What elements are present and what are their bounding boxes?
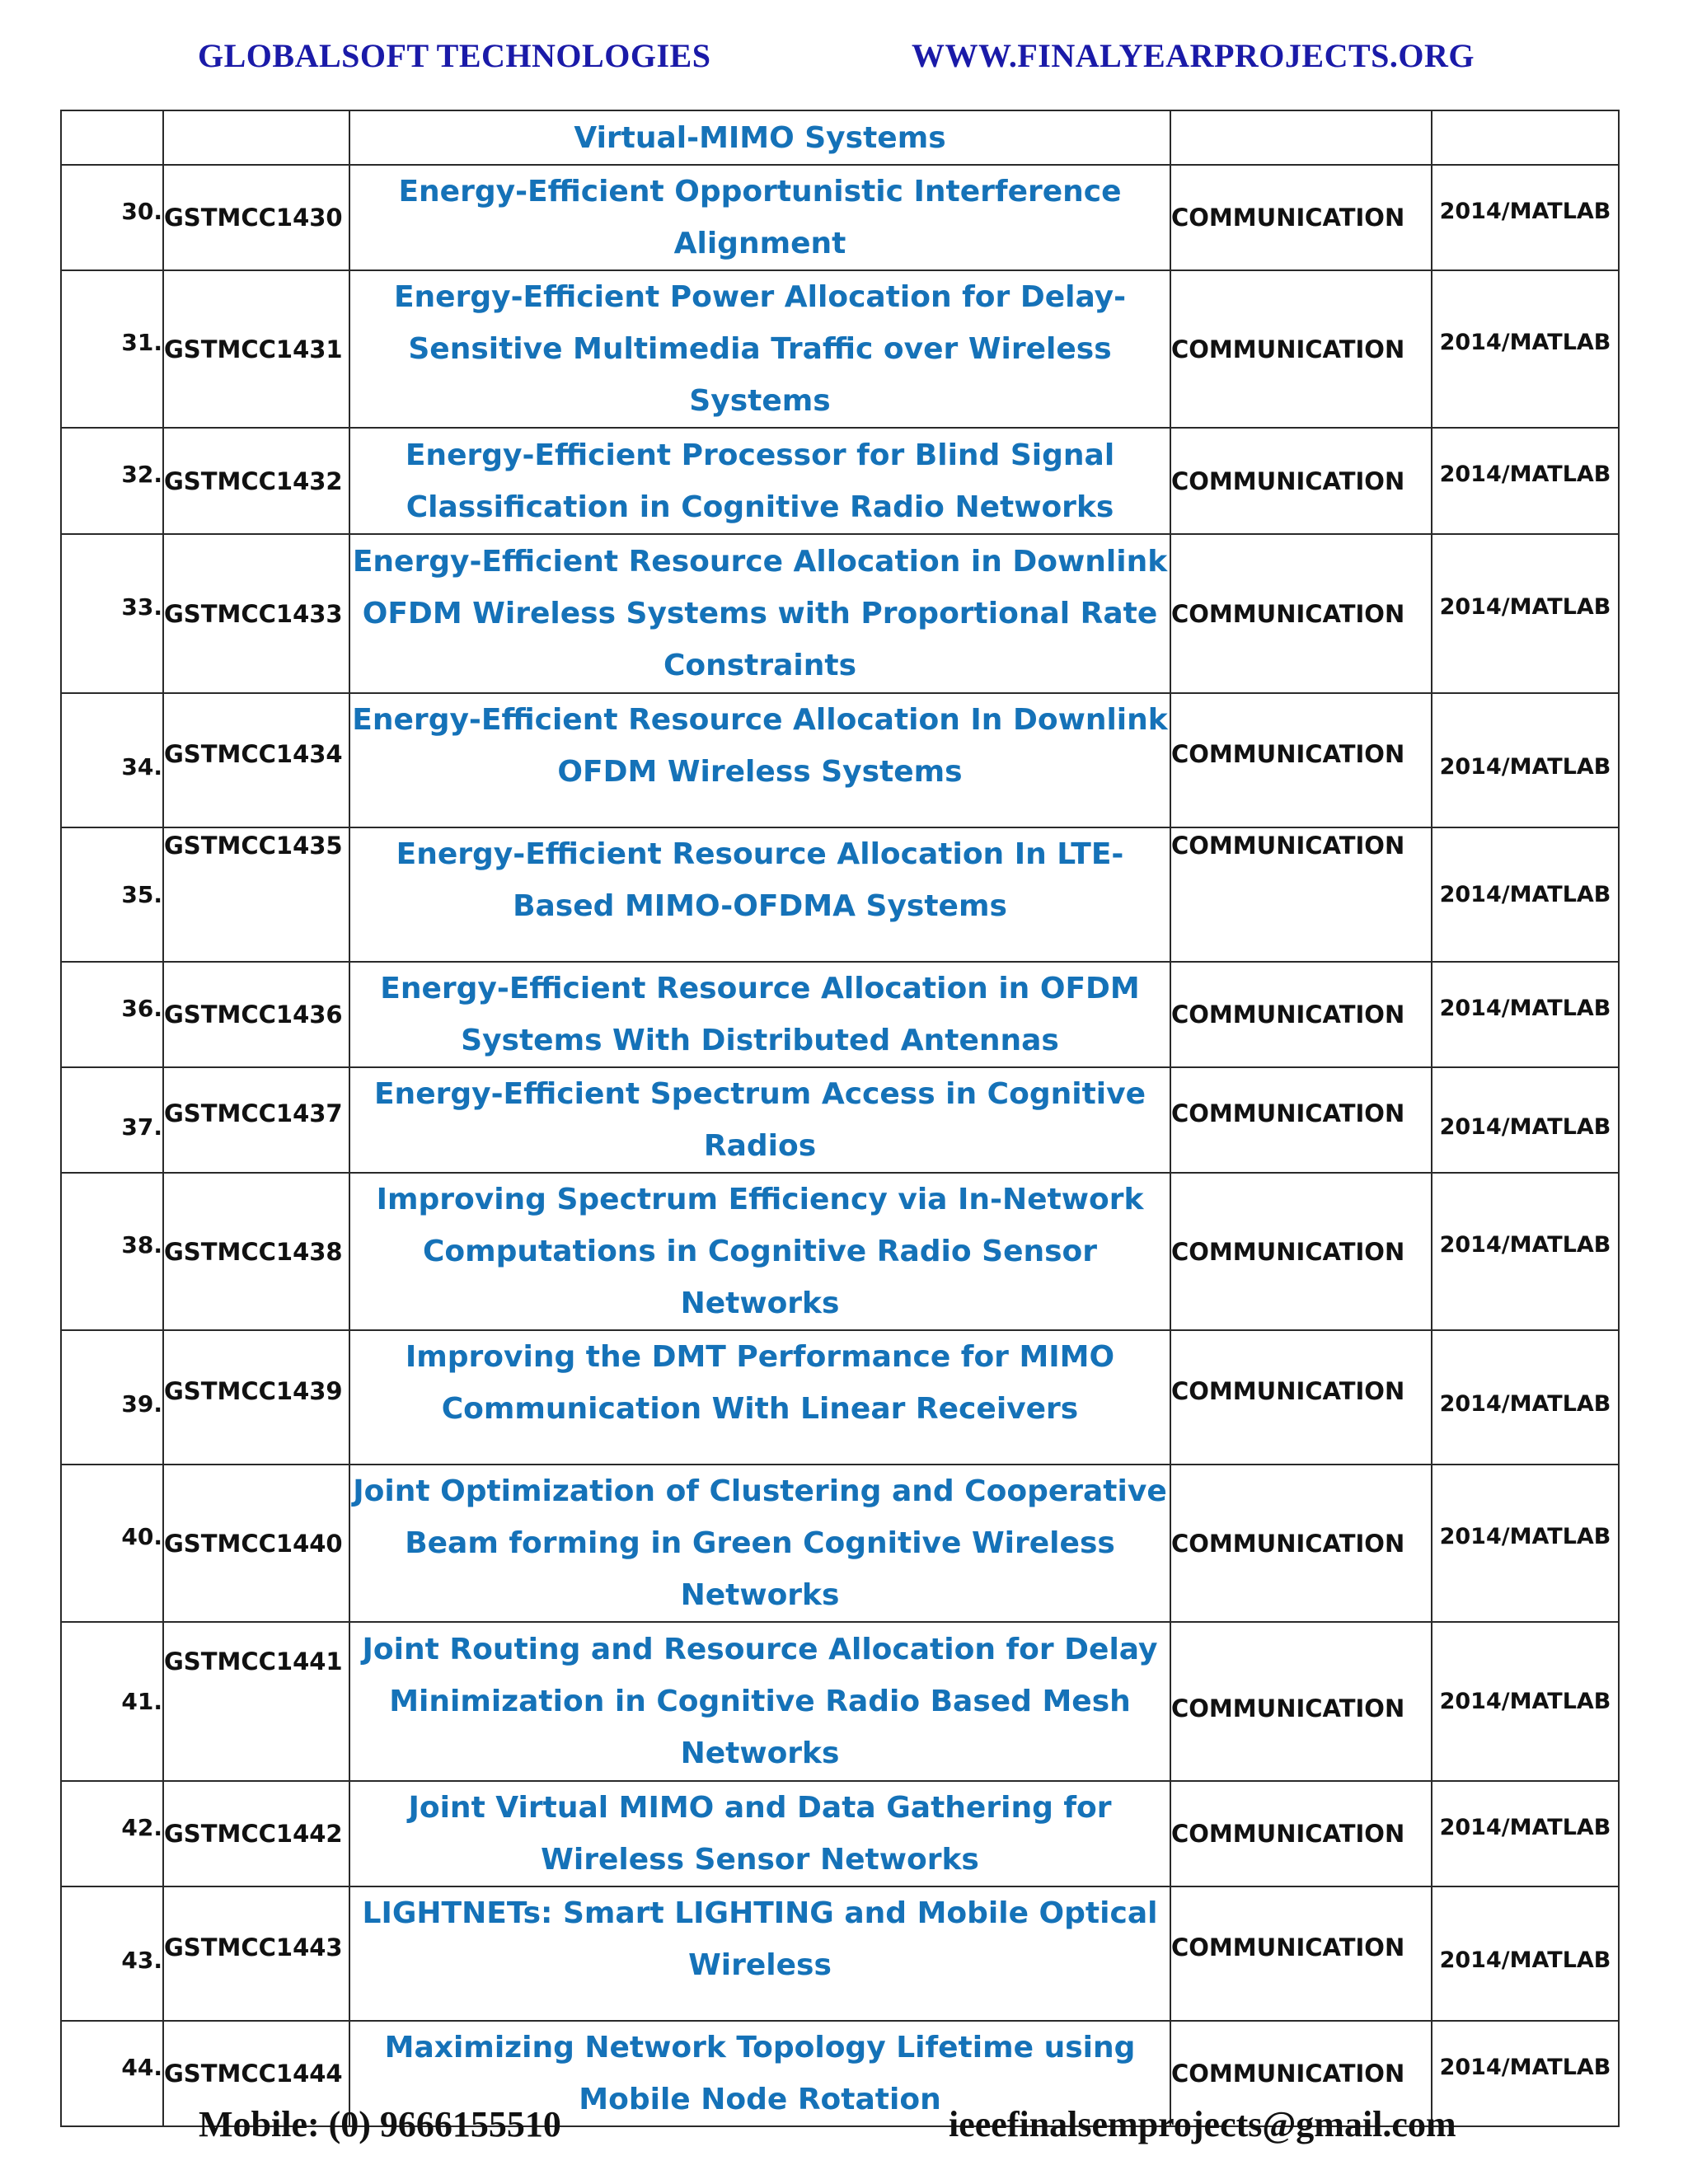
- table-row: [61, 1465, 1619, 1622]
- project-title: Joint Routing and Resource Allocation for Delay Minimization in Cognitive Radio Based Mesh Networks: [349, 1622, 1170, 1781]
- project-code: GSTMCC1440: [163, 1465, 349, 1622]
- project-year: 2014/MATLAB: [1432, 270, 1619, 428]
- project-domain: COMMUNICATION: [1170, 1067, 1432, 1173]
- table-row: [61, 693, 1619, 827]
- table-row: [61, 1173, 1619, 1330]
- table-row-continued: [61, 110, 1619, 165]
- serial-number: 34.: [61, 693, 163, 827]
- project-domain: COMMUNICATION: [1170, 1465, 1432, 1622]
- project-code: GSTMCC1444: [163, 2021, 349, 2126]
- serial-number: 37.: [61, 1067, 163, 1173]
- table-row: [61, 827, 1619, 962]
- project-title: Energy-Efficient Resource Allocation In LTE-Based MIMO-OFDMA Systems: [349, 827, 1170, 962]
- project-code: GSTMCC1434: [163, 693, 349, 827]
- company-website: WWW.FINALYEARPROJECTS.ORG: [912, 37, 1475, 74]
- serial-number: 42.: [61, 1781, 163, 1886]
- project-year: 2014/MATLAB: [1432, 1886, 1619, 2021]
- project-year: 2014/MATLAB: [1432, 428, 1619, 534]
- project-title-continued: Virtual-MIMO Systems: [349, 110, 1170, 165]
- project-title: LIGHTNETs: Smart LIGHTING and Mobile Optical Wireless: [349, 1886, 1170, 2021]
- project-year: 2014/MATLAB: [1432, 165, 1619, 270]
- project-title: Energy-Efficient Opportunistic Interference Alignment: [349, 165, 1170, 270]
- project-domain: COMMUNICATION: [1170, 1330, 1432, 1465]
- contact-email: ieeefinalsemprojects@gmail.com: [949, 2104, 1456, 2144]
- serial-number: 31.: [61, 270, 163, 428]
- project-domain: COMMUNICATION: [1170, 165, 1432, 270]
- project-code: GSTMCC1439: [163, 1330, 349, 1465]
- project-title: Energy-Efficient Resource Allocation in OFDM Systems With Distributed Antennas: [349, 962, 1170, 1067]
- project-title: Improving Spectrum Efficiency via In-Network Computations in Cognitive Radio Sensor Networks: [349, 1173, 1170, 1330]
- project-domain: COMMUNICATION: [1170, 1781, 1432, 1886]
- project-title: Energy-Efficient Spectrum Access in Cognitive Radios: [349, 1067, 1170, 1173]
- table-row: [61, 1781, 1619, 1886]
- table-cell-empty: [61, 110, 163, 165]
- project-domain: COMMUNICATION: [1170, 827, 1432, 962]
- table-cell-empty: [1170, 110, 1432, 165]
- serial-number: 41.: [61, 1622, 163, 1781]
- table-cell-empty: [163, 110, 349, 165]
- project-title: Maximizing Network Topology Lifetime using Mobile Node Rotation: [349, 2021, 1170, 2126]
- serial-number: 36.: [61, 962, 163, 1067]
- serial-number: 38.: [61, 1173, 163, 1330]
- project-code: GSTMCC1441: [163, 1622, 349, 1781]
- serial-number: 33.: [61, 534, 163, 693]
- page-header: [0, 33, 1688, 82]
- project-domain: COMMUNICATION: [1170, 962, 1432, 1067]
- project-code: GSTMCC1442: [163, 1781, 349, 1886]
- page-footer: [0, 2103, 1688, 2153]
- project-code: GSTMCC1433: [163, 534, 349, 693]
- project-code: GSTMCC1438: [163, 1173, 349, 1330]
- project-code: GSTMCC1436: [163, 962, 349, 1067]
- project-domain: COMMUNICATION: [1170, 1173, 1432, 1330]
- project-year: 2014/MATLAB: [1432, 534, 1619, 693]
- project-domain: COMMUNICATION: [1170, 1622, 1432, 1781]
- project-title: Energy-Efficient Power Allocation for Delay-Sensitive Multimedia Traffic over Wireless Systems: [349, 270, 1170, 428]
- project-code: GSTMCC1437: [163, 1067, 349, 1173]
- project-code: GSTMCC1435: [163, 827, 349, 962]
- project-year: 2014/MATLAB: [1432, 693, 1619, 827]
- table-row: [61, 962, 1619, 1067]
- project-year: 2014/MATLAB: [1432, 1330, 1619, 1465]
- table-row: [61, 534, 1619, 693]
- table-row: [61, 428, 1619, 534]
- table-row: [61, 1622, 1619, 1781]
- table-row: [61, 1886, 1619, 2021]
- table-row: [61, 165, 1619, 270]
- project-code: GSTMCC1432: [163, 428, 349, 534]
- project-year: 2014/MATLAB: [1432, 827, 1619, 962]
- project-domain: COMMUNICATION: [1170, 270, 1432, 428]
- serial-number: 43.: [61, 1886, 163, 2021]
- serial-number: 44.: [61, 2021, 163, 2126]
- project-title: Joint Virtual MIMO and Data Gathering for Wireless Sensor Networks: [349, 1781, 1170, 1886]
- project-title: Energy-Efficient Processor for Blind Signal Classification in Cognitive Radio Networks: [349, 428, 1170, 534]
- serial-number: 39.: [61, 1330, 163, 1465]
- table-row: [61, 270, 1619, 428]
- project-year: 2014/MATLAB: [1432, 2021, 1619, 2126]
- project-year: 2014/MATLAB: [1432, 1622, 1619, 1781]
- project-year: 2014/MATLAB: [1432, 1465, 1619, 1622]
- serial-number: 32.: [61, 428, 163, 534]
- serial-number: 30.: [61, 165, 163, 270]
- project-title: Improving the DMT Performance for MIMO Communication With Linear Receivers: [349, 1330, 1170, 1465]
- table-row: [61, 1067, 1619, 1173]
- table-cell-empty: [1432, 110, 1619, 165]
- project-year: 2014/MATLAB: [1432, 1781, 1619, 1886]
- project-year: 2014/MATLAB: [1432, 962, 1619, 1067]
- table-row: [61, 1330, 1619, 1465]
- project-title: Energy-Efficient Resource Allocation in Downlink OFDM Wireless Systems with Proportional Rate Constraints: [349, 534, 1170, 693]
- project-code: GSTMCC1443: [163, 1886, 349, 2021]
- company-name: GLOBALSOFT TECHNOLOGIES: [198, 37, 711, 74]
- project-code: GSTMCC1431: [163, 270, 349, 428]
- project-title: Energy-Efficient Resource Allocation In Downlink OFDM Wireless Systems: [349, 693, 1170, 827]
- project-domain: COMMUNICATION: [1170, 534, 1432, 693]
- project-year: 2014/MATLAB: [1432, 1067, 1619, 1173]
- serial-number: 35.: [61, 827, 163, 962]
- project-title: Joint Optimization of Clustering and Cooperative Beam forming in Green Cognitive Wireless Networks: [349, 1465, 1170, 1622]
- projects-table: [60, 110, 1620, 2127]
- contact-mobile: Mobile: (0) 9666155510: [199, 2104, 561, 2144]
- project-year: 2014/MATLAB: [1432, 1173, 1619, 1330]
- project-domain: COMMUNICATION: [1170, 693, 1432, 827]
- project-domain: COMMUNICATION: [1170, 428, 1432, 534]
- project-domain: COMMUNICATION: [1170, 1886, 1432, 2021]
- serial-number: 40.: [61, 1465, 163, 1622]
- project-code: GSTMCC1430: [163, 165, 349, 270]
- project-domain: COMMUNICATION: [1170, 2021, 1432, 2126]
